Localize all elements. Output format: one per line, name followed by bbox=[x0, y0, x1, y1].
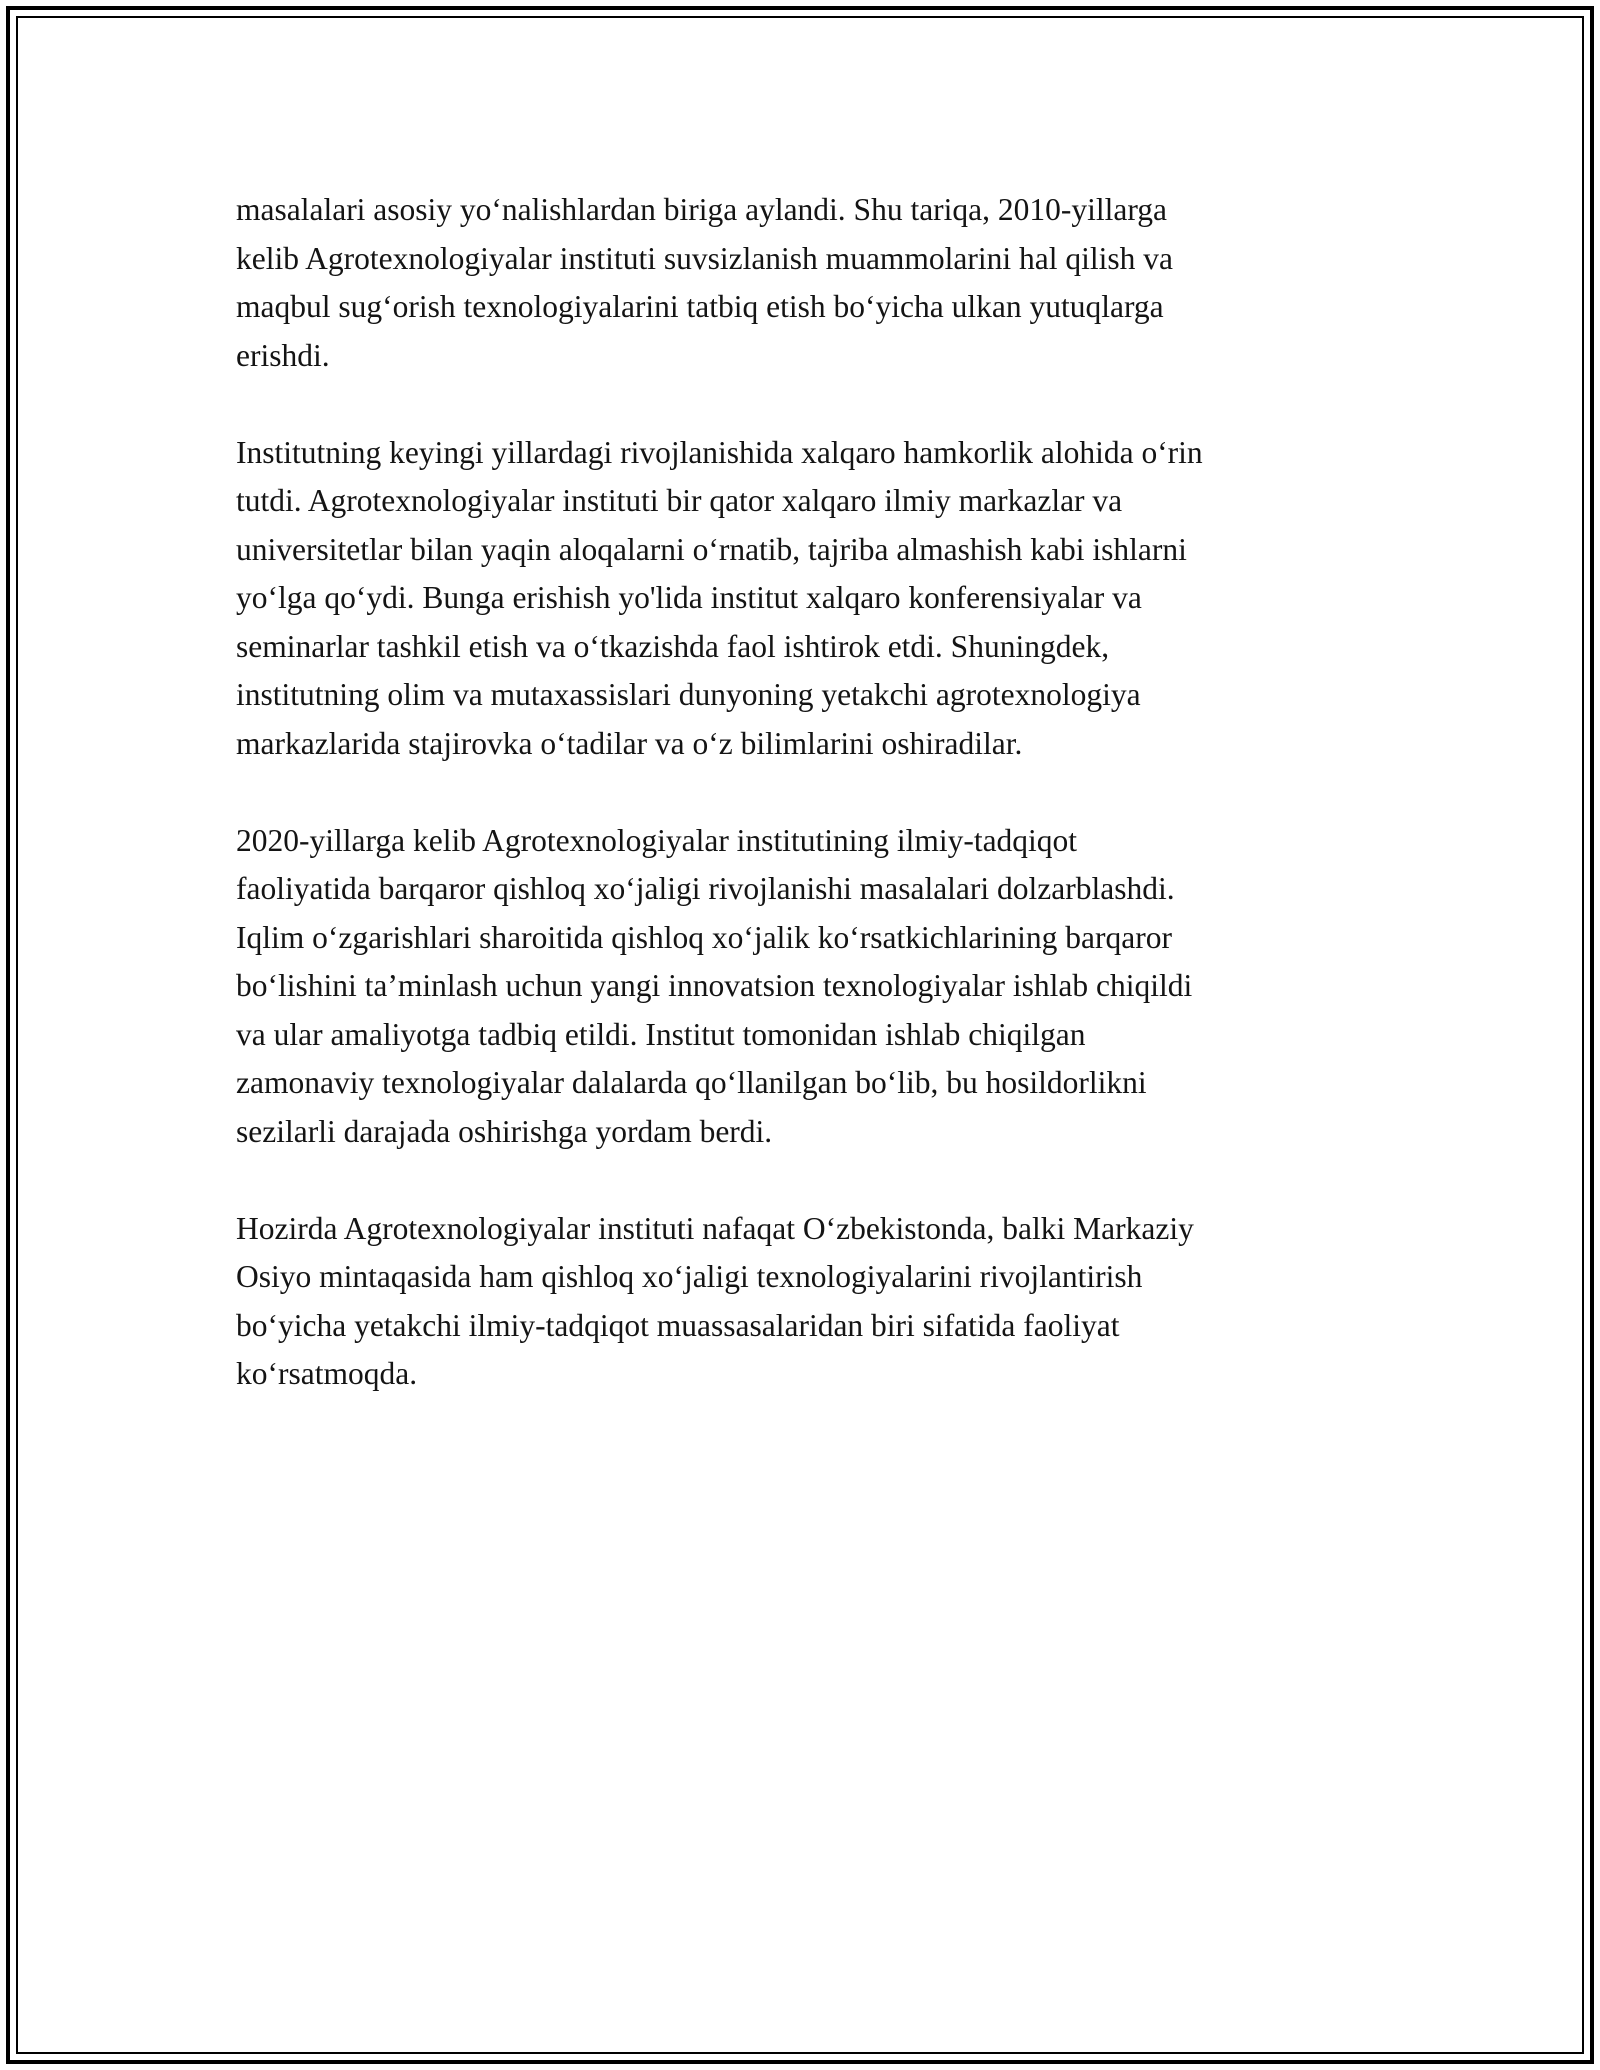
paragraph-4: Hozirda Agrotexnologiyalar instituti nafaqat O‘zbekistonda, balki Markaziy Osiyo mintaqasida ham qishloq xo‘jaligi texnologiyalarini rivojlantirish bo‘yicha yetakchi ilmiy-tadqiqot muassasalaridan biri sifatida faoliyat ko‘rsatmoqda. bbox=[236, 1210, 1194, 1391]
paragraph-3: 2020-yillarga kelib Agrotexnologiyalar institutining ilmiy-tadqiqot faoliyatida barqaror qishloq xo‘jaligi rivojlanishi masalalari dolzarblashdi. Iqlim o‘zgarishlari sharoitida qishloq xo‘jalik ko‘rsatkichlarining barqaror bo‘lishini ta’minlash uchun yangi innovatsion texnologiyalar ishlab chiqildi va ular amaliyotga tadbiq etildi. Institut tomonidan ishlab chiqilgan zamonaviy texnologiyalar dalalarda qo‘llanilgan bo‘lib, bu hosildorlikni sezilarli darajada oshirishga yordam berdi. bbox=[236, 822, 1193, 1149]
document-body bbox=[236, 186, 1386, 1447]
paragraph-1: masalalari asosiy yo‘nalishlardan biriga aylandi. Shu tariqa, 2010-yillarga kelib Agrotexnologiyalar instituti suvsizlanish muammolarini hal qilish va maqbul sug‘orish texnologiyalarini tatbiq etish bo‘yicha ulkan yutuqlarga erishdi. bbox=[236, 192, 1174, 373]
paragraph-2: Institutning keyingi yillardagi rivojlanishida xalqaro hamkorlik alohida o‘rin tutdi. Agrotexnologiyalar instituti bir qator xalqaro ilmiy markazlar va universitetlar bilan yaqin aloqalarni o‘rnatib, tajriba almashish kabi ishlarni yo‘lga qo‘ydi. Bunga erishish yo'lida institut xalqaro konferensiyalar va seminarlar tashkil etish va o‘tkazishda faol ishtirok etdi. Shuningdek, institutning olim va mutaxassislari dunyoning yetakchi agrotexnologiya markazlarida stajirovka o‘tadilar va o‘z bilimlarini oshiradilar. bbox=[236, 434, 1203, 761]
